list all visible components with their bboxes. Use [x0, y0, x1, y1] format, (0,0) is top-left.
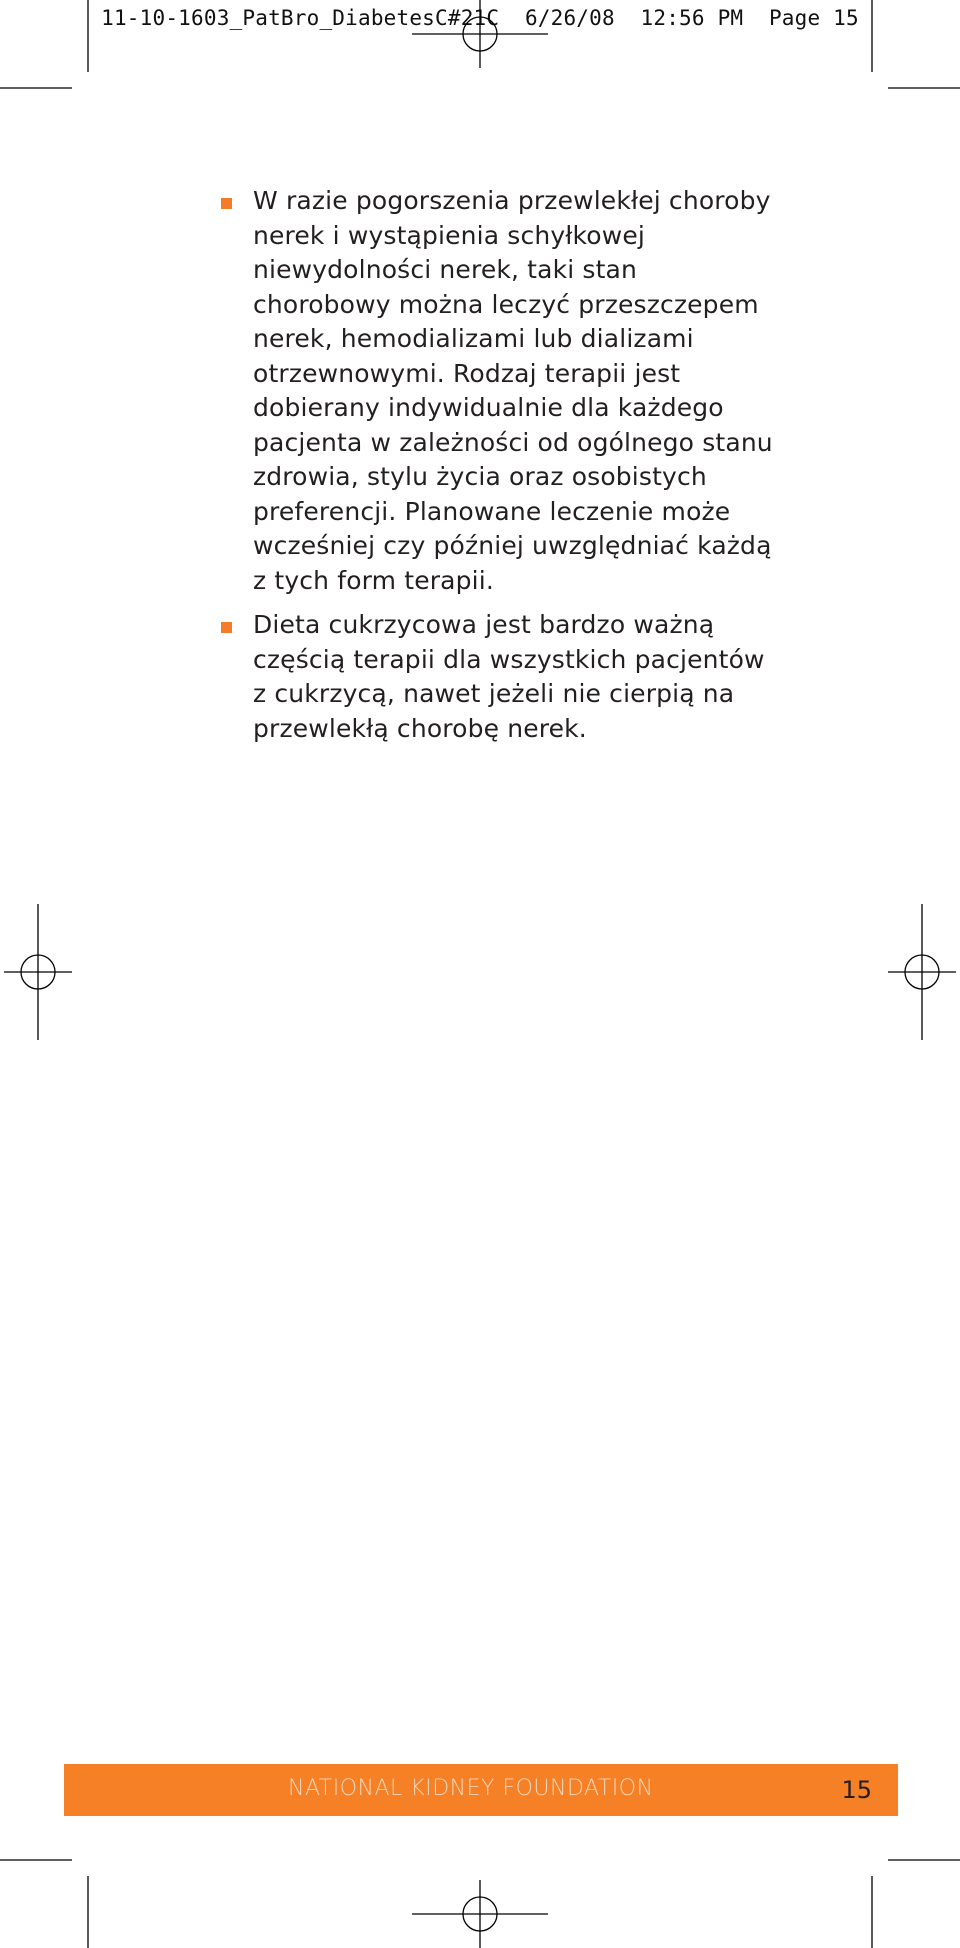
slug-page-label: Page 15 — [768, 6, 859, 30]
footer-page-number: 15 — [841, 1776, 872, 1804]
slug-time: 12:56 PM — [640, 6, 744, 30]
slug-date: 6/26/08 — [524, 6, 615, 30]
slug-filename: 11-10-1603_PatBro_DiabetesC#21C — [101, 6, 500, 30]
bullet-text: Dieta cukrzycowa jest bardzo ważną częścią terapii dla wszystkich pacjentów z cukrzycą, nawet jeżeli nie cierpią na przewlekłą chorobę nerek. — [253, 610, 765, 743]
footer-bar — [64, 1764, 898, 1816]
footer-organization: NATIONAL KIDNEY FOUNDATION — [288, 1776, 654, 1801]
bullet-text: W razie pogorszenia przewlekłej choroby nerek i wystąpienia schyłkowej niewydolności nerek, taki stan chorobowy można leczyć przeszczepem nerek, hemodializami lub dializami otrzewnowymi. Rodzaj terapii jest dobierany indywidualnie dla każdego pacjenta w zależności od ogólnego stanu zdrowia, stylu życia oraz osobistych preferencji. Planowane leczenie może wcześniej czy później uwzględniać każdą z tych form terapii. — [253, 186, 773, 595]
bullet-item-diet — [221, 608, 781, 746]
orange-square-bullet-icon — [221, 622, 232, 633]
bullet-item-treatment — [221, 184, 781, 598]
orange-square-bullet-icon — [221, 198, 232, 209]
main-content — [221, 184, 781, 756]
